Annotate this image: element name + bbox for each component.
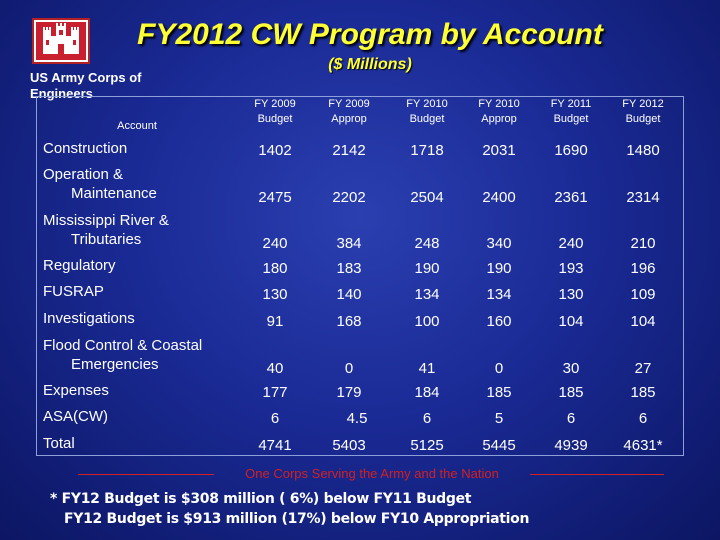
table-cell: 384 xyxy=(336,235,362,252)
table-cell: 4741 xyxy=(258,437,292,454)
table-cell: 1718 xyxy=(410,142,444,159)
column-header-type: Budget xyxy=(553,113,589,125)
column-header-type: Approp xyxy=(481,113,517,125)
account-name-line1: Flood Control & Coastal xyxy=(43,337,203,354)
table-cell: 91 xyxy=(266,313,284,330)
column-header-type: Budget xyxy=(409,113,445,125)
table-cell: 177 xyxy=(262,384,288,401)
table-cell: 140 xyxy=(336,286,362,303)
table-cell: 5403 xyxy=(332,437,366,454)
account-name xyxy=(43,211,239,249)
table-cell: 0 xyxy=(494,360,504,377)
program-table xyxy=(36,96,684,456)
table-cell: 109 xyxy=(630,286,656,303)
account-name-line1: Construction xyxy=(43,140,128,157)
table-cell: 1690 xyxy=(554,142,588,159)
table-cell: 1402 xyxy=(258,142,292,159)
column-header-year: FY 2009 xyxy=(254,98,296,110)
column-header-type: Approp xyxy=(331,113,367,125)
table-cell: 185 xyxy=(558,384,584,401)
account-name-line1: ASA(CW) xyxy=(43,408,108,425)
table-cell: 196 xyxy=(630,260,656,277)
account-name-line2: Tributaries xyxy=(71,231,142,248)
account-name xyxy=(43,165,239,203)
table-cell: 5445 xyxy=(482,437,516,454)
column-header-year: FY 2012 xyxy=(622,98,664,110)
column-header-year: FY 2010 xyxy=(478,98,520,110)
table-cell: 193 xyxy=(558,260,584,277)
page-title: FY2012 CW Program by Account xyxy=(137,18,603,51)
table-cell: 179 xyxy=(336,384,362,401)
table-cell: 2361 xyxy=(554,189,588,206)
table-cell: 340 xyxy=(486,235,512,252)
table-cell: 104 xyxy=(630,313,656,330)
column-header-type: Budget xyxy=(257,113,293,125)
table-cell: 130 xyxy=(262,286,288,303)
account-column-header: Account xyxy=(117,120,157,132)
table-cell: 30 xyxy=(562,360,580,377)
column-header xyxy=(463,97,535,133)
table-cell: 240 xyxy=(558,235,584,252)
account-name xyxy=(43,282,239,301)
table-cell: 4631* xyxy=(623,437,663,454)
table-cell: 0 xyxy=(344,360,354,377)
table-cell: 6 xyxy=(422,410,432,427)
table-cell: 5 xyxy=(494,410,504,427)
column-header xyxy=(391,97,463,133)
table-cell: 160 xyxy=(486,313,512,330)
table-cell: 210 xyxy=(630,235,656,252)
table-cell: 2142 xyxy=(332,142,366,159)
tagline: One Corps Serving the Army and the Nation xyxy=(245,466,499,481)
table-cell: 100 xyxy=(414,313,440,330)
table-cell: 41 xyxy=(418,360,436,377)
table-cell: 134 xyxy=(486,286,512,303)
table-cell: 6 xyxy=(270,410,280,427)
table-cell: 130 xyxy=(558,286,584,303)
table-cell: 2504 xyxy=(410,189,444,206)
account-name xyxy=(43,309,239,328)
table-cell: 180 xyxy=(262,260,288,277)
table-cell: 6 xyxy=(566,410,576,427)
account-name xyxy=(43,434,239,453)
footnote-2: FY12 Budget is $913 million (17%) below FY10 Appropriation xyxy=(64,511,530,527)
column-header xyxy=(535,97,607,133)
table-cell: 185 xyxy=(486,384,512,401)
table-cell: 134 xyxy=(414,286,440,303)
account-name xyxy=(43,407,239,426)
column-header-year: FY 2009 xyxy=(328,98,370,110)
table-cell: 27 xyxy=(634,360,652,377)
org-name: US Army Corps of Engineers xyxy=(30,70,142,101)
tagline-bar xyxy=(78,466,664,482)
column-header-type: Budget xyxy=(625,113,661,125)
table-cell: 168 xyxy=(336,313,362,330)
table-cell: 185 xyxy=(630,384,656,401)
table-cell: 6 xyxy=(638,410,648,427)
account-name xyxy=(43,256,239,275)
table-cell: 183 xyxy=(336,260,362,277)
account-name-line1: Operation & xyxy=(43,166,124,183)
account-name-line2: Emergencies xyxy=(71,356,159,373)
table-cell: 2475 xyxy=(258,189,292,206)
tagline-rule-right xyxy=(530,474,664,475)
table-cell: 5125 xyxy=(410,437,444,454)
footnotes xyxy=(50,489,650,529)
table-cell: 190 xyxy=(486,260,512,277)
account-name-line1: FUSRAP xyxy=(43,283,104,300)
table-cell: 2400 xyxy=(482,189,516,206)
table-cell: 104 xyxy=(558,313,584,330)
footnote-1: * FY12 Budget is $308 million ( 6%) below FY11 Budget xyxy=(50,491,472,507)
table-cell: 184 xyxy=(414,384,440,401)
tagline-rule-left xyxy=(78,474,214,475)
account-name-line1: Expenses xyxy=(43,382,109,399)
column-header xyxy=(607,97,679,133)
page-subtitle: ($ Millions) xyxy=(328,56,412,73)
column-header xyxy=(313,97,385,133)
table-cell: 1480 xyxy=(626,142,660,159)
account-name-line1: Investigations xyxy=(43,310,135,327)
table-cell: 2202 xyxy=(332,189,366,206)
account-name-line2: Maintenance xyxy=(71,185,157,202)
table-cell: 2314 xyxy=(626,189,660,206)
table-cell: 4939 xyxy=(554,437,588,454)
account-name-line1: Regulatory xyxy=(43,257,116,274)
table-cell: 248 xyxy=(414,235,440,252)
column-header-year: FY 2010 xyxy=(406,98,448,110)
table-cell: 240 xyxy=(262,235,288,252)
table-cell: 4.5 xyxy=(346,410,368,427)
column-header-year: FY 2011 xyxy=(550,98,592,110)
account-name-line1: Mississippi River & xyxy=(43,212,169,229)
account-name xyxy=(43,381,239,400)
account-name-line1: Total xyxy=(43,435,75,452)
table-cell: 40 xyxy=(266,360,284,377)
table-cell: 190 xyxy=(414,260,440,277)
column-header xyxy=(239,97,311,133)
account-name xyxy=(43,336,239,374)
table-cell: 2031 xyxy=(482,142,516,159)
account-name xyxy=(43,139,239,158)
